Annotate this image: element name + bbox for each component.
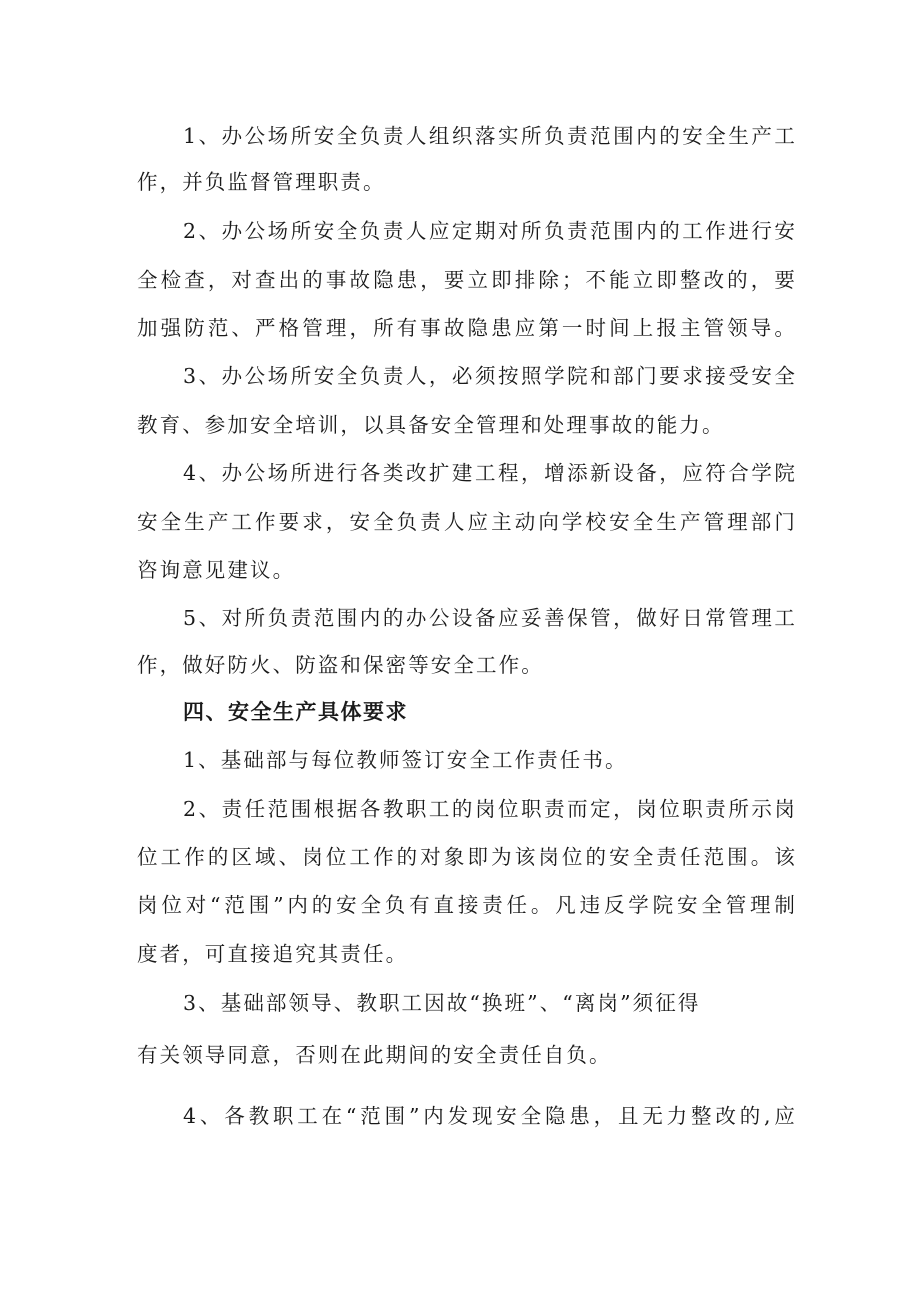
- section-heading: 四、安全生产具体要求: [183, 700, 408, 724]
- paragraph-line: 度者，可直接追究其责任。: [137, 942, 409, 966]
- paragraph-line: 教育、参加安全培训，以具备安全管理和处理事故的能力。: [137, 413, 725, 437]
- paragraph-line: 全检查，对查出的事故隐患，要立即排除；不能立即整改的，要: [137, 268, 797, 292]
- paragraph-line: 3、基础部领导、教职工因故“换班”、“离岗”须征得: [183, 991, 701, 1015]
- paragraph-line: 作，并负监督管理职责。: [137, 170, 386, 194]
- paragraph-line: 咨询意见建议。: [137, 558, 296, 582]
- paragraph-line: 2、责任范围根据各教职工的岗位职责而定，岗位职责所示岗: [183, 797, 797, 821]
- paragraph-line: 4、办公场所进行各类改扩建工程，增添新设备，应符合学院: [183, 461, 797, 485]
- paragraph-line: 3、办公场所安全负责人，必须按照学院和部门要求接受安全: [183, 364, 797, 388]
- paragraph-line: 加强防范、严格管理，所有事故隐患应第一时间上报主管领导。: [137, 316, 797, 340]
- paragraph-line: 安全生产工作要求，安全负责人应主动向学校安全生产管理部门: [137, 510, 797, 534]
- paragraph-line: 5、对所负责范围内的办公设备应妥善保管，做好日常管理工: [183, 606, 797, 630]
- paragraph-line: 4、各教职工在“范围”内发现安全隐患，且无力整改的,应: [183, 1104, 797, 1128]
- paragraph-line: 1、办公场所安全负责人组织落实所负责范围内的安全生产工: [183, 124, 797, 148]
- paragraph-line: 作，做好防火、防盗和保密等安全工作。: [137, 653, 544, 677]
- paragraph-line: 2、办公场所安全负责人应定期对所负责范围内的工作进行安: [183, 219, 797, 243]
- paragraph-line: 1、基础部与每位教师签订安全工作责任书。: [183, 748, 628, 772]
- paragraph-line: 岗位对“范围”内的安全负有直接责任。凡违反学院安全管理制: [137, 893, 797, 917]
- paragraph-line: 位工作的区域、岗位工作的对象即为该岗位的安全责任范围。该: [137, 845, 797, 869]
- paragraph-line: 有关领导同意，否则在此期间的安全责任自负。: [137, 1043, 612, 1067]
